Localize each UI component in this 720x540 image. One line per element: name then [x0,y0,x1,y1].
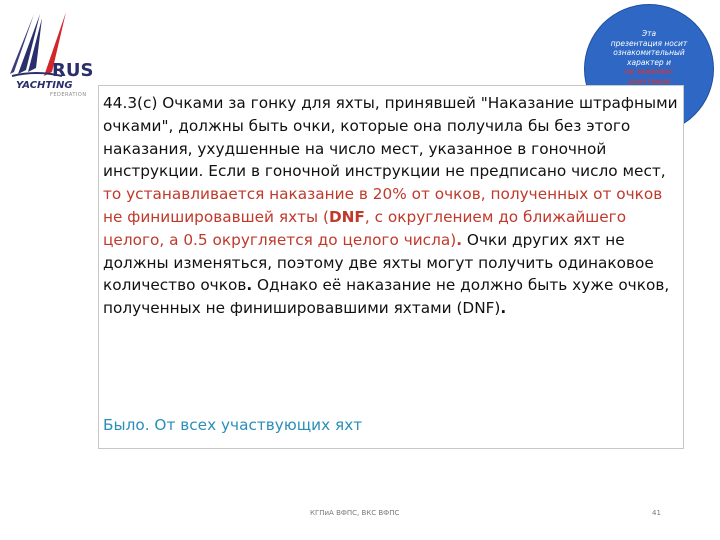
rule-tail-dot-2: . [500,299,507,318]
rule-highlight-2: , с округлением до ближайшего целого, а 0.5 округляется до целого числа) [103,207,627,249]
rule-highlight-1: то устанавливается наказание в 20% от очков, полученных от очков не финишировавшей яхты ( [103,185,663,226]
rule-tail-1: Очки других яхт не должны изменяться, поэтому две яхты могут получить одинаковое количество очков [103,230,654,295]
rule-highlight-dot: . [456,230,463,249]
logo-yachting-text: YACHTING [16,80,73,91]
rus-yachting-logo [6,12,94,98]
rule-text [103,92,678,320]
page-number: 41 [652,509,661,517]
badge-line-red: не заменяет [624,67,674,76]
logo-federation-text: FEDERATION [50,92,87,98]
slide-content-box [98,85,684,449]
rule-highlight-dnf: DNF [328,207,365,226]
badge-line: ознакомительный [613,48,685,57]
logo-rus-text: RUS [52,60,94,81]
rule-tail-2: Однако её наказание не должно быть хуже очков, полученных не финишировавшими яхтами (DNF) [103,276,670,318]
badge-line: характер и [627,57,671,67]
badge-line: Эта [641,29,657,38]
previous-rule-text: Было. От всех участвующих яхт [103,416,363,434]
badge-line-red: прочтения [628,76,670,86]
rule-paragraph [103,92,678,320]
rule-main-text: 44.3(с) Очками за гонку для яхты, принявшей "Наказание штрафными очками", должны быть очки, которые она получила бы без этого наказания, ухудшенные на число мест, указанное в гоночной инструкции. Если в гоночной инструкции не предписано число мест, [103,94,678,181]
footer-organization: КГПиА ВФПС, ВКС ВФПС [310,509,400,517]
badge-line: презентация носит [610,38,688,48]
rule-tail-dot-1: . [246,276,253,295]
